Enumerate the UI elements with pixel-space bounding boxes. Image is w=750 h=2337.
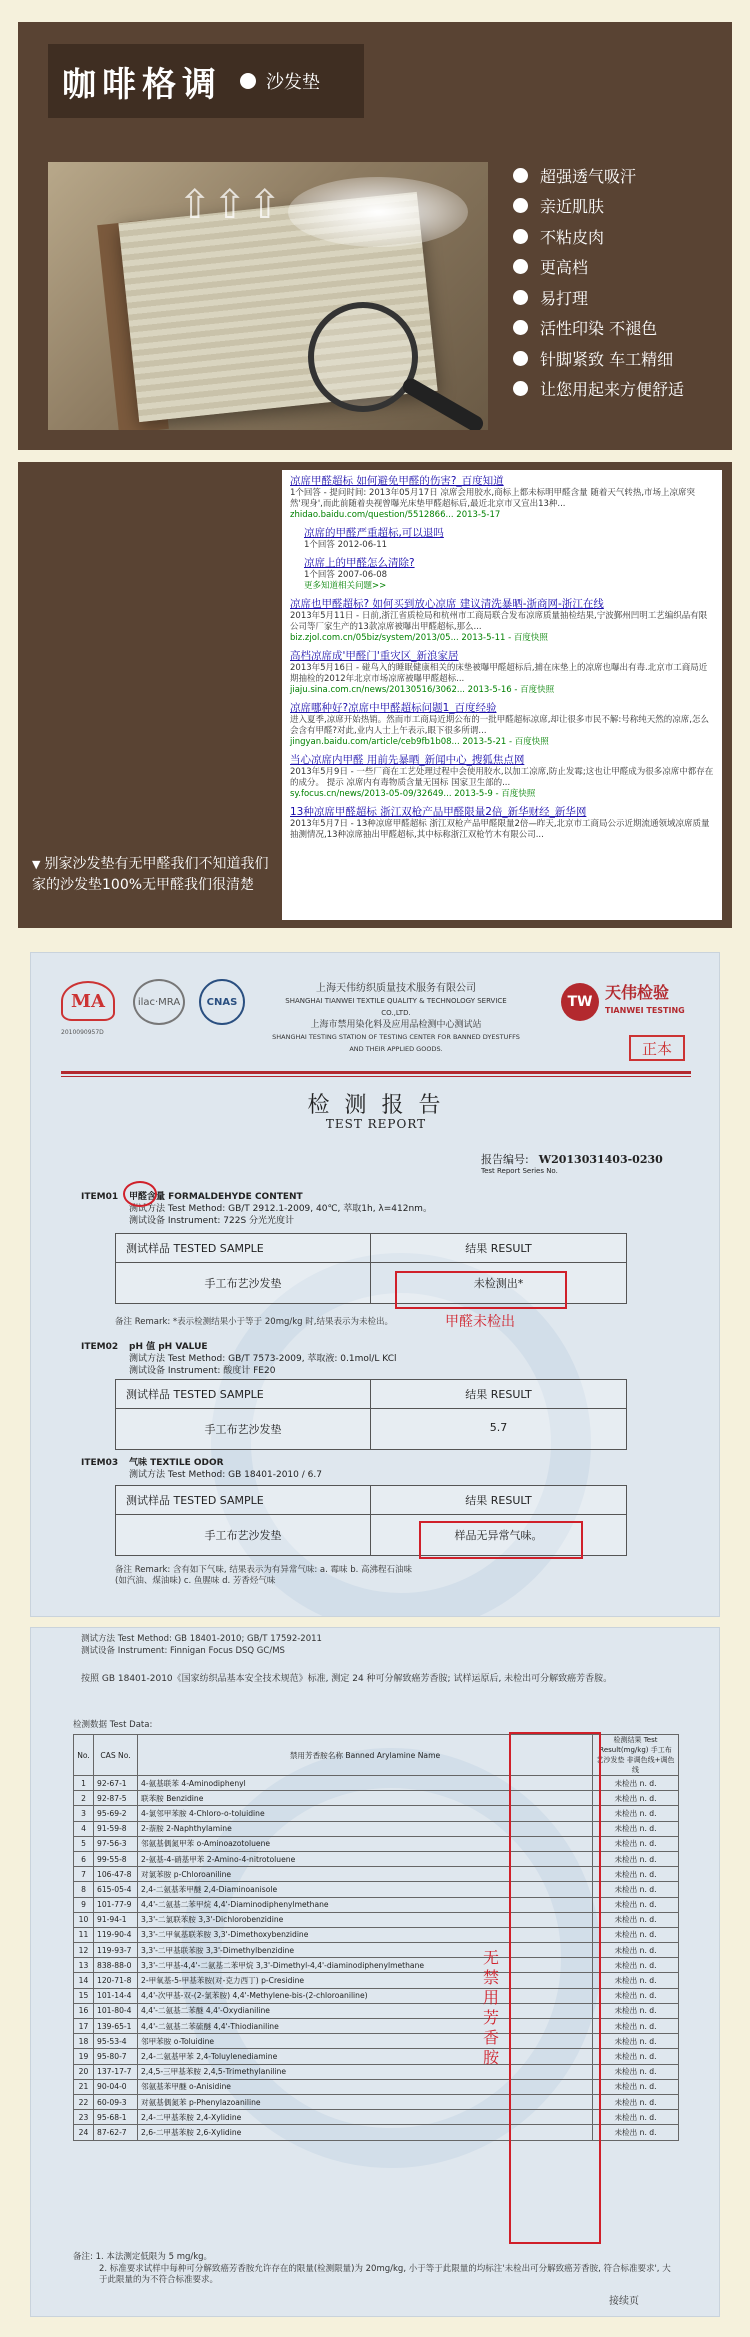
search-result-desc: 2013年5月9日 - 一些厂商在工艺处理过程中会使用胶水,以加工凉席,防止发霉;这也让甲醛成为很多凉席中都存在的成分。 提示 凉席内有毒物质含量无国标 国家卫生部的... — [290, 767, 714, 788]
header-rule — [61, 1071, 691, 1074]
item01-remark: 备注 Remark: *表示检测结果小于等于 20mg/kg 时,结果表示为未检出。 — [115, 1317, 393, 1327]
cma-logo-icon: MA — [61, 981, 115, 1021]
table-cell-no: 1 — [74, 1776, 94, 1791]
table-cell-name: 邻甲苯胺 o-Toluidine — [138, 2034, 593, 2049]
bullet-icon — [240, 73, 256, 89]
product-banner — [18, 22, 732, 450]
table-cell-result: 未检出 n. d. — [593, 2064, 679, 2079]
table-cell-no: 24 — [74, 2125, 94, 2140]
triangle-down-icon: ▼ — [32, 858, 41, 871]
table-cell-result: 未检出 n. d. — [593, 1958, 679, 1973]
table-cell-cas: 95-69-2 — [94, 1806, 138, 1821]
search-result-desc: 进入夏季,凉席开始热销。然而市工商局近期公布的一批甲醛超标凉席,却让很多市民不解:号称纯天然的凉席,怎么会含有甲醛?对此,业内人士上午表示,眼下很多所谓... — [290, 715, 709, 736]
table-cell-cas: 95-68-1 — [94, 2110, 138, 2125]
bullet-icon — [513, 381, 528, 396]
table-cell-result: 未检出 n. d. — [593, 2019, 679, 2034]
table-cell-result: 未检出 n. d. — [593, 1912, 679, 1927]
table-cell-cas: 838-88-0 — [94, 1958, 138, 1973]
table-cell-no: 16 — [74, 2003, 94, 2018]
report-organization: 上海天伟纺织质量技术服务有限公司 SHANGHAI TIANWEI TEXTILE QUALITY & TECHNOLOGY SERVICE CO.,LTD. 上海市禁用染化料及应用品检测中心测试站 SHANGHAI TESTING STATION OF TESTING CENTER FOR BANNED DYESTUFFS AND THEIR APPLIED GOODS. — [272, 983, 520, 1053]
header-rule — [61, 1076, 691, 1077]
azo-method: 测试方法 Test Method: GB 18401-2010; GB/T 17592-2011 — [81, 1634, 322, 1644]
table-cell-result: 未检出 n. d. — [593, 1776, 679, 1791]
result-highlight-box — [395, 1271, 567, 1309]
tianwei-logo: TW 天伟检验 TIANWEI TESTING — [561, 983, 685, 1021]
formaldehyde-note: 甲醛未检出 — [445, 1314, 515, 1330]
table-cell-result: 未检出 n. d. — [593, 1836, 679, 1851]
bullet-icon — [513, 259, 528, 274]
table-cell-name: 对氨基偶氮苯 p-Phenylazoaniline — [138, 2094, 593, 2109]
table-cell-name: 2,4,5-三甲基苯胺 2,4,5-Trimethylaniline — [138, 2064, 593, 2079]
table-cell-no: 23 — [74, 2110, 94, 2125]
cma-code: 2010090957D — [61, 1029, 104, 1036]
table-cell-name: 4,4'-二氨基二苯甲烷 4,4'-Diaminodiphenylmethane — [138, 1897, 593, 1912]
table-cell-cas: 91-59-8 — [94, 1821, 138, 1836]
search-result-desc: 1个回答 2007-06-08 — [304, 570, 388, 580]
search-result-title[interactable]: 凉席上的甲醛怎么清除? — [304, 557, 415, 569]
search-result-title[interactable]: 凉席的甲醛严重超标,可以退吗 — [304, 527, 444, 539]
table-cell-cas: 87-62-7 — [94, 2125, 138, 2140]
table-cell-name: 4-氯邻甲苯胺 4-Chloro-o-toluidine — [138, 1806, 593, 1821]
table-cell-cas: 92-87-5 — [94, 1791, 138, 1806]
search-result-desc: 1个回答 2012-06-11 — [304, 540, 388, 550]
table-cell-result: 未检出 n. d. — [593, 1897, 679, 1912]
bullet-icon — [513, 168, 528, 183]
table-cell-name: 4,4'-次甲基-双-(2-氯苯胺) 4,4'-Methylene-bis-(2-chloroaniline) — [138, 1988, 593, 2003]
report-header — [31, 953, 720, 1083]
search-result-sub — [304, 556, 714, 592]
report-title: 检 测 报 告 — [307, 1093, 445, 1118]
table-cell-cas: 95-53-4 — [94, 2034, 138, 2049]
table-cell-name: 3,3'-二甲基联苯胺 3,3'-Dimethylbenzidine — [138, 1943, 593, 1958]
search-result-desc: 2013年5月7日 - 13种凉席甲醛超标 浙江双枪产品甲醛限量2倍—昨天,北京市工商局公示近期流通领域凉席质量抽测情况,13种凉席抽出甲醛超标,其中标称浙江双枪竹木有限公司... — [290, 819, 710, 840]
no-azo-note: 无禁用芳香胺 — [482, 1948, 499, 2067]
table-cell-no: 10 — [74, 1912, 94, 1927]
azo-instrument: 测试设备 Instrument: Finnigan Focus DSQ GC/MS — [81, 1646, 285, 1656]
table-cell-cas: 119-93-7 — [94, 1943, 138, 1958]
magnifier-lens-icon — [308, 302, 418, 412]
test-report-page1 — [30, 952, 720, 1617]
table-cell-result: 未检出 n. d. — [593, 1867, 679, 1882]
search-results-panel — [282, 470, 722, 920]
table-cell-name: 2-氨基-4-硝基甲苯 2-Amino-4-nitrotoluene — [138, 1851, 593, 1866]
table-cell-cas: 91-94-1 — [94, 1912, 138, 1927]
feature-item: 易打理 — [513, 282, 684, 312]
bullet-icon — [513, 290, 528, 305]
table-cell-no: 22 — [74, 2094, 94, 2109]
ilac-mra-logo-icon: ilac·MRA — [133, 979, 185, 1025]
search-result — [290, 649, 714, 696]
search-result-url[interactable]: sy.focus.cn/news/2013-05-09/32649... 2013-5-9 - 百度快照 — [290, 789, 536, 799]
table-cell-result: 未检出 n. d. — [593, 2003, 679, 2018]
item02-table: 测试样品 TESTED SAMPLE 结果 RESULT 手工布艺沙发垫 5.7 — [115, 1379, 627, 1450]
feature-item: 活性印染 不褪色 — [513, 313, 684, 343]
search-result-url[interactable]: zhidao.baidu.com/question/5512866... 2013-5-17 — [290, 510, 501, 520]
search-result-title[interactable]: 当心凉席内甲醛 用前先暴晒_新闻中心_搜狐焦点网 — [290, 754, 525, 766]
table-cell-no: 19 — [74, 2049, 94, 2064]
table-cell-no: 6 — [74, 1851, 94, 1866]
result-highlight-box — [419, 1521, 583, 1559]
table-cell-name: 4-氨基联苯 4-Aminodiphenyl — [138, 1776, 593, 1791]
search-result-url[interactable]: jiaju.sina.com.cn/news/20130516/3062... 2013-5-16 - 百度快照 — [290, 685, 555, 695]
table-cell-no: 5 — [74, 1836, 94, 1851]
table-cell-cas: 101-77-9 — [94, 1897, 138, 1912]
search-note: ▼ 别家沙发垫有无甲醛我们不知道我们家的沙发垫100%无甲醛我们很清楚 — [32, 856, 269, 893]
table-cell-cas: 95-80-7 — [94, 2049, 138, 2064]
table-cell-result: 未检出 n. d. — [593, 1943, 679, 1958]
table-cell-result: 未检出 n. d. — [593, 1927, 679, 1942]
table-cell-cas: 137-17-7 — [94, 2064, 138, 2079]
item01-header: ITEM01 甲醛含量 FORMALDEHYDE CONTENT 测试方法 Test Method: GB/T 2912.1-2009, 40℃, 萃取1h, λ=412nm。 测试设备 Instrument: 722S 分光光度计 — [81, 1192, 432, 1226]
item03-table: 测试样品 TESTED SAMPLE 结果 RESULT 手工布艺沙发垫 样品无异常气味。 — [115, 1485, 627, 1556]
table-cell-cas: 139-65-1 — [94, 2019, 138, 2034]
item01-table: 测试样品 TESTED SAMPLE 结果 RESULT 手工布艺沙发垫 未检测出* — [115, 1233, 627, 1304]
item03-remark: 备注 Remark: 含有如下气味, 结果表示为有异常气味: a. 霉味 b. 高沸程石油味(如汽油、煤油味) c. 鱼腥味 d. 芳香烃气味 — [115, 1565, 413, 1586]
search-result-title[interactable]: 凉席甲醛超标 如何避免甲醛的伤害?_百度知道 — [290, 475, 504, 487]
table-cell-result: 未检出 n. d. — [593, 2110, 679, 2125]
table-cell-no: 2 — [74, 1791, 94, 1806]
search-result — [290, 597, 714, 644]
azo-data-label: 检测数据 Test Data: — [73, 1720, 153, 1730]
table-cell-cas: 90-04-0 — [94, 2079, 138, 2094]
table-cell-name: 联苯胺 Benzidine — [138, 1791, 593, 1806]
table-cell-name: 2,4-二甲基苯胺 2,4-Xylidine — [138, 2110, 593, 2125]
table-cell-name: 3,3'-二甲氧基联苯胺 3,3'-Dimethoxybenzidine — [138, 1927, 593, 1942]
bullet-icon — [513, 198, 528, 213]
table-cell-result: 未检出 n. d. — [593, 1851, 679, 1866]
bullet-icon — [513, 320, 528, 335]
table-cell-result: 未检出 n. d. — [593, 2049, 679, 2064]
search-section — [18, 462, 732, 928]
bullet-icon — [513, 229, 528, 244]
table-cell-no: 13 — [74, 1958, 94, 1973]
azo-footnote-2: 2. 标准要求试样中每种可分解致癌芳香胺允许存在的限量(检测限量)为 20mg/kg, 小于等于此限量的均标注'未检出可分解致癌芳香胺, 符合标准要求', 大于此限量的为不符合标准要求。 — [99, 2264, 671, 2285]
table-cell-no: 12 — [74, 1943, 94, 1958]
table-cell-no: 8 — [74, 1882, 94, 1897]
table-cell-cas: 101-14-4 — [94, 1988, 138, 2003]
search-result-title[interactable]: 凉席也甲醛超标? 如何买到放心凉席 建议清洗暴晒-浙商网-浙江在线 — [290, 598, 604, 610]
search-result-title[interactable]: 13种凉席甲醛超标 浙江双枪产品甲醛限量2倍_新华财经_新华网 — [290, 806, 587, 818]
bullet-icon — [513, 351, 528, 366]
feature-item: 针脚紧致 车工精细 — [513, 343, 684, 373]
table-cell-name: 3,3'-二甲基-4,4'-二氨基二苯甲烷 3,3'-Dimethyl-4,4'-diaminodiphenylmethane — [138, 1958, 593, 1973]
banner-title: 咖啡格调 — [62, 64, 222, 105]
banner-subtitle: 沙发垫 — [266, 72, 320, 93]
search-result-desc: 1个回答 - 提问时间: 2013年05月17日 凉席会用胶水,商标上都未标明甲醛含量 随着天气转热,市场上凉席突然'现身',而此前随着央视曾曝光床垫甲醛超标后,最近北京市又宣出13种... — [290, 488, 696, 509]
item03-header: ITEM03 气味 TEXTILE ODOR 测试方法 Test Method: GB 18401-2010 / 6.7 — [81, 1458, 322, 1480]
table-cell-no: 15 — [74, 1988, 94, 2003]
table-cell-cas: 101-80-4 — [94, 2003, 138, 2018]
table-cell-cas: 99-55-8 — [94, 1851, 138, 1866]
search-result-url[interactable]: biz.zjol.com.cn/05biz/system/2013/05... 2013-5-11 - 百度快照 — [290, 633, 548, 643]
table-cell-cas: 106-47-8 — [94, 1867, 138, 1882]
table-cell-name: 2-萘胺 2-Naphthylamine — [138, 1821, 593, 1836]
table-cell-no: 18 — [74, 2034, 94, 2049]
feature-list — [513, 160, 684, 404]
product-photo — [48, 162, 488, 430]
azo-table-header: No. CAS No. 禁用芳香胺名称 Banned Arylamine Name 检测结果 Test Result(mg/kg) 手工布艺沙发垫 非调色线+调色线 — [74, 1735, 679, 1776]
table-cell-no: 14 — [74, 1973, 94, 1988]
search-result — [290, 753, 714, 800]
table-cell-name: 4,4'-二氨基二苯醚 4,4'-Oxydianiline — [138, 2003, 593, 2018]
table-cell-no: 9 — [74, 1897, 94, 1912]
table-cell-result: 未检出 n. d. — [593, 2125, 679, 2140]
table-cell-result: 未检出 n. d. — [593, 1806, 679, 1821]
search-result-title[interactable]: 凉席哪种好?凉席中甲醛超标问题1_百度经验 — [290, 702, 497, 714]
table-cell-result: 未检出 n. d. — [593, 1973, 679, 1988]
table-cell-cas: 97-56-3 — [94, 1836, 138, 1851]
table-cell-result: 未检出 n. d. — [593, 2079, 679, 2094]
magnifier-handle-icon — [400, 376, 486, 430]
airflow-arrow-icon: ⇧ — [248, 182, 282, 228]
search-result-title[interactable]: 高档凉席成'甲醛门'重灾区_新浪家居 — [290, 650, 459, 662]
table-cell-name: 2-甲氧基-5-甲基苯胺(对-克力西丁) p-Cresidine — [138, 1973, 593, 1988]
tianwei-logo-icon: TW — [561, 983, 599, 1021]
table-cell-name: 3,3'-二氯联苯胺 3,3'-Dichlorobenzidine — [138, 1912, 593, 1927]
item02-header: ITEM02 pH 值 pH VALUE 测试方法 Test Method: GB/T 7573-2009, 萃取液: 0.1mol/L KCl 测试设备 Instrument: 酸度计 FE20 — [81, 1342, 397, 1376]
search-result-desc: 2013年5月16日 - 碰鸟入的睡眠健康相关的床垫被曝甲醛超标后,捕在床垫上的凉席也曝出有毒.北京市工商局近期抽检的2012年北京市场凉席被曝甲醛超标... — [290, 663, 708, 684]
azo-footnote-1: 备注: 1. 本法测定低限为 5 mg/kg。 — [73, 2252, 213, 2262]
search-result-url[interactable]: jingyan.baidu.com/article/ceb9fb1b08... 2013-5-21 - 百度快照 — [290, 737, 549, 747]
table-cell-no: 11 — [74, 1927, 94, 1942]
table-cell-cas: 119-90-4 — [94, 1927, 138, 1942]
continued-page-label: 接续页 — [609, 2296, 639, 2307]
table-cell-no: 21 — [74, 2079, 94, 2094]
table-cell-cas: 60-09-3 — [94, 2094, 138, 2109]
banner-title-box — [48, 44, 364, 118]
table-cell-no: 7 — [74, 1867, 94, 1882]
table-cell-name: 2,6-二甲基苯胺 2,6-Xylidine — [138, 2125, 593, 2140]
search-result — [290, 805, 714, 841]
table-cell-name: 邻氨基苯甲醚 o-Anisidine — [138, 2079, 593, 2094]
table-cell-cas: 120-71-8 — [94, 1973, 138, 1988]
search-result-sub — [304, 526, 714, 551]
search-result-desc: 2013年5月11日 - 日前,浙江省质检局和杭州市工商局联合发布凉席质量抽检结果,宁波鄞州凹明工艺编织品有限公司等厂家生产的13款凉席被曝出甲醛超标,那么... — [290, 611, 708, 632]
table-cell-result: 未检出 n. d. — [593, 2034, 679, 2049]
feature-item: 超强透气吸汗 — [513, 160, 684, 190]
table-cell-no: 20 — [74, 2064, 94, 2079]
table-cell-name: 4,4'-二氨基二苯硫醚 4,4'-Thiodianiline — [138, 2019, 593, 2034]
table-cell-no: 3 — [74, 1806, 94, 1821]
table-cell-cas: 92-67-1 — [94, 1776, 138, 1791]
feature-item: 更高档 — [513, 252, 684, 282]
table-cell-name: 对氯苯胺 p-Chloroaniline — [138, 1867, 593, 1882]
steam-cloud-shape — [288, 177, 468, 247]
azo-description: 按照 GB 18401-2010《国家纺织品基本安全技术规范》标准, 测定 24 种可分解致癌芳香胺; 试样运原后, 未检出可分解致癌芳香胺。 — [81, 1674, 613, 1684]
test-report-page2 — [30, 1627, 720, 2317]
feature-item: 亲近肌肤 — [513, 191, 684, 221]
more-questions-link[interactable]: 更多知道相关问题>> — [304, 581, 387, 591]
report-number: 报告编号: W2013031403-0230 Test Report Series No. — [481, 1153, 663, 1175]
table-cell-name: 2,4-二氨基苯甲醚 2,4-Diaminoanisole — [138, 1882, 593, 1897]
table-cell-result: 未检出 n. d. — [593, 1791, 679, 1806]
search-result — [290, 474, 714, 521]
feature-item: 让您用起来方便舒适 — [513, 374, 684, 404]
report-title-en: TEST REPORT — [325, 1117, 427, 1131]
feature-item: 不粘皮肉 — [513, 221, 684, 251]
table-cell-name: 邻氨基偶氮甲苯 o-Aminoazotoluene — [138, 1836, 593, 1851]
original-stamp: 正本 — [629, 1035, 685, 1061]
table-cell-cas: 615-05-4 — [94, 1882, 138, 1897]
table-cell-result: 未检出 n. d. — [593, 1988, 679, 2003]
airflow-arrow-icon: ⇧ — [213, 182, 247, 228]
table-cell-name: 2,4-二氨基甲苯 2,4-Toluylenediamine — [138, 2049, 593, 2064]
highlight-circle — [123, 1181, 157, 1207]
table-cell-no: 17 — [74, 2019, 94, 2034]
result-column-highlight — [509, 1732, 601, 2244]
cnas-logo-icon: CNAS — [199, 979, 245, 1025]
search-result — [290, 701, 714, 748]
table-cell-result: 未检出 n. d. — [593, 1882, 679, 1897]
table-cell-no: 4 — [74, 1821, 94, 1836]
airflow-arrow-icon: ⇧ — [178, 182, 212, 228]
table-cell-result: 未检出 n. d. — [593, 2094, 679, 2109]
table-cell-result: 未检出 n. d. — [593, 1821, 679, 1836]
